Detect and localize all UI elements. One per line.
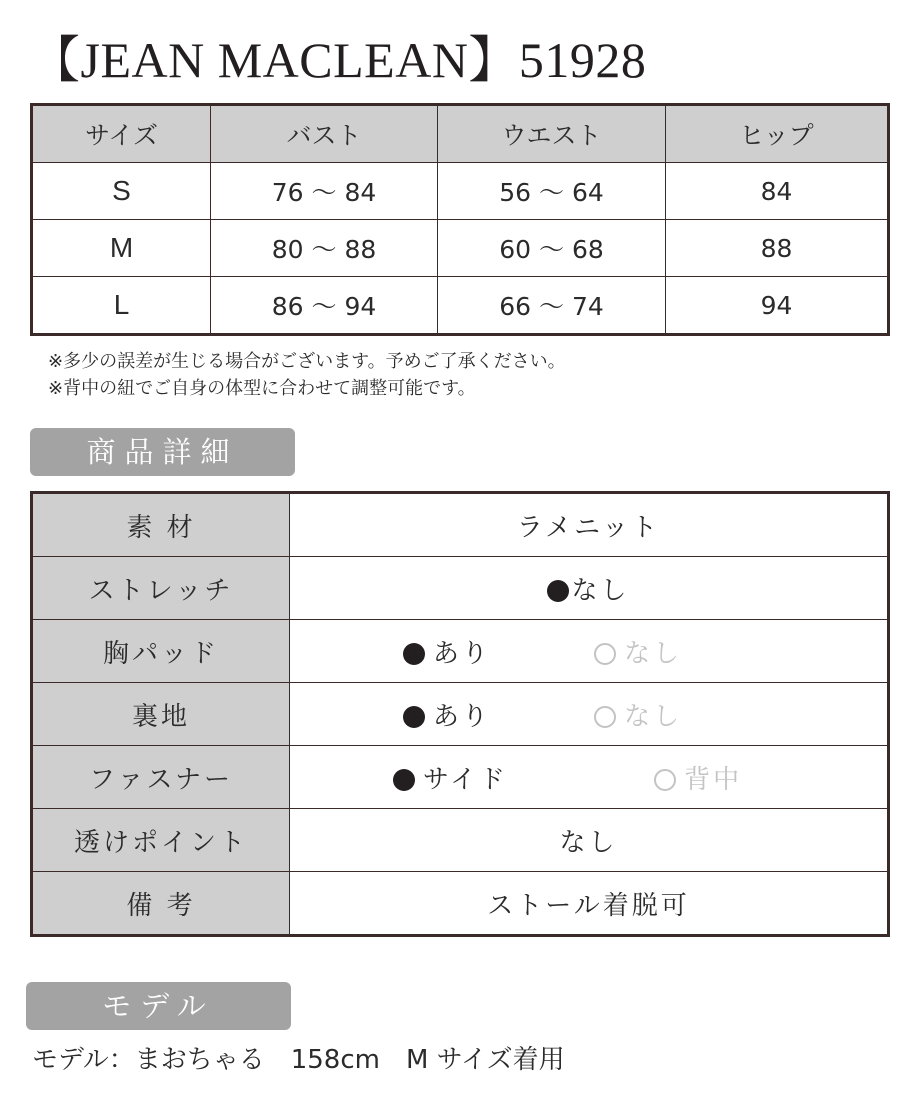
table-row (32, 220, 889, 277)
note-adjustable-back: ※背中の紐でご自身の体型に合わせて調整可能です。 (48, 378, 476, 399)
table-row (32, 277, 889, 335)
hip-value: 88 (666, 220, 889, 277)
empty-circle-icon (654, 769, 676, 791)
column-header-hip: ヒップ (666, 105, 889, 163)
column-header-size: サイズ (32, 105, 211, 163)
lining-label: 裏地 (32, 683, 290, 746)
size-label: S (32, 163, 211, 220)
fastener-label: ファスナー (32, 746, 290, 809)
table-row (32, 683, 889, 746)
lining-options (290, 683, 889, 746)
model-info: モデル：まおちゃる 158cm M サイズ着用 (32, 1045, 565, 1075)
fastener-options (290, 746, 889, 809)
section-heading-model: モデル (26, 982, 291, 1030)
stretch-value: なし (571, 575, 630, 606)
remarks-label: 備 考 (32, 872, 290, 936)
waist-value: 66 ～ 74 (438, 277, 666, 335)
hip-value: 94 (666, 277, 889, 335)
size-table (30, 103, 890, 336)
size-table-header (32, 105, 889, 163)
filled-circle-icon (547, 580, 569, 602)
stretch-value-cell (290, 557, 889, 620)
option-label: 背中 (684, 764, 743, 795)
table-row (32, 163, 889, 220)
table-row (32, 809, 889, 872)
see-through-label: 透けポイント (32, 809, 290, 872)
waist-value: 56 ～ 64 (438, 163, 666, 220)
section-heading-details: 商品詳細 (30, 428, 295, 476)
filled-circle-icon (393, 769, 415, 791)
chest-pad-option-yes (403, 633, 583, 670)
lining-option-yes (403, 696, 583, 733)
bust-value: 76 ～ 84 (211, 163, 438, 220)
table-row (32, 872, 889, 936)
material-value: ラメニット (290, 493, 889, 557)
size-label: M (32, 220, 211, 277)
filled-circle-icon (403, 643, 425, 665)
column-header-bust: バスト (211, 105, 438, 163)
see-through-value: なし (290, 809, 889, 872)
table-row (32, 557, 889, 620)
chest-pad-options (290, 620, 889, 683)
size-notes (48, 348, 566, 402)
option-label: あり (432, 638, 491, 669)
remarks-value: ストール着脱可 (290, 872, 889, 936)
filled-circle-icon (403, 706, 425, 728)
size-label: L (32, 277, 211, 335)
material-label: 素 材 (32, 493, 290, 557)
details-table (30, 491, 890, 937)
lining-option-no (594, 696, 774, 733)
empty-circle-icon (594, 643, 616, 665)
column-header-waist: ウエスト (438, 105, 666, 163)
bust-value: 86 ～ 94 (211, 277, 438, 335)
chest-pad-option-no (594, 633, 774, 670)
option-label: サイド (422, 764, 509, 795)
table-row (32, 620, 889, 683)
option-label: あり (432, 701, 491, 732)
bust-value: 80 ～ 88 (211, 220, 438, 277)
chest-pad-label: 胸パッド (32, 620, 290, 683)
table-row (32, 493, 889, 557)
fastener-option-back (654, 759, 784, 796)
table-row (32, 746, 889, 809)
empty-circle-icon (594, 706, 616, 728)
stretch-label: ストレッチ (32, 557, 290, 620)
waist-value: 60 ～ 68 (438, 220, 666, 277)
option-label: なし (624, 701, 683, 732)
product-title: 【JEAN MACLEAN】51928 (30, 32, 647, 88)
fastener-option-side (393, 759, 643, 796)
hip-value: 84 (666, 163, 889, 220)
option-label: なし (624, 638, 683, 669)
note-measurement-error: ※多少の誤差が生じる場合がございます。予めご了承ください。 (48, 351, 566, 372)
